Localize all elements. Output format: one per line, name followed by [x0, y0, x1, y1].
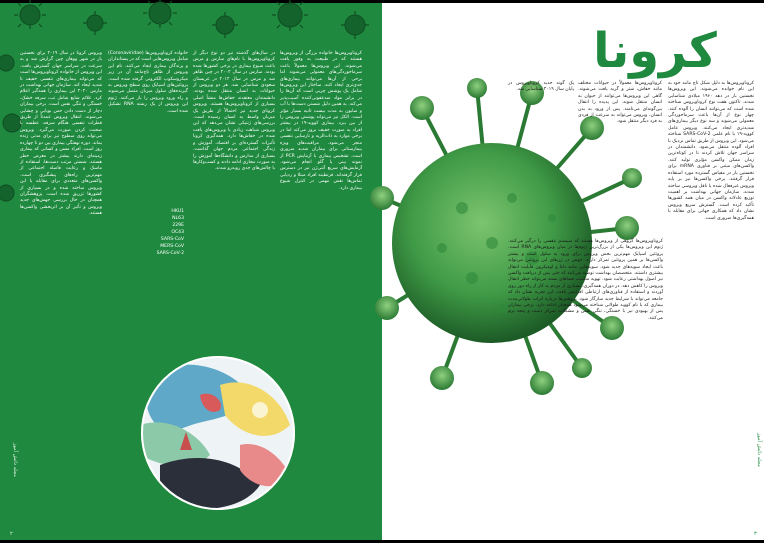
right-column-3: یک گونه جدید کروناویروس در پایان سال ۲۰۱۹ شناسایی شد.: [506, 81, 574, 93]
right-page: [382, 3, 764, 540]
left-column-1: ویروس کرونا در سال ۲۰۱۹ برای نخستین بار در شهر ووهان چین گزارش شد و به سرعت در سراسر جهان گسترش یافت. این ویروس از خانواده کروناویروس‌ها است که می‌تواند بیماری‌های تنفسی خفیف تا شدید ایجاد کند. سازمان جهانی بهداشت در مارس ۲۰۲۰ این بیماری را همه‌گیر اعلام کرد. علائم شایع شامل تب، سرفه خشک، خستگی و تنگی نفس است. برخی بیماران دچار از دست دادن حس بویایی و چشایی می‌شوند. انتقال ویروس عمدتاً از طریق قطرات تنفسی هنگام سرفه، عطسه یا صحبت کردن صورت می‌گیرد. ویروس می‌تواند روی سطوح نیز برای مدتی زنده بماند. دوره نهفتگی بیماری بین دو تا چهارده روز است. افراد مسن و کسانی که بیماری زمینه‌ای دارند بیشتر در معرض خطر هستند. شستن مرتب دست‌ها، استفاده از ماسک و رعایت فاصله اجتماعی از مهم‌ترین راه‌های پیشگیری است. واکسن‌های متعددی برای مقابله با این ویروس ساخته شده و در بسیاری از کشورها تزریق شده است. پژوهشگران همچنان در حال بررسی جهش‌های جدید ویروس و تأثیر آن بر اثربخشی واکسن‌ها هستند.: [18, 51, 103, 217]
right-side-label: [754, 433, 764, 523]
virus-strain-list: [140, 208, 184, 257]
article-title: کرونا: [593, 23, 717, 79]
strain-item: 229E: [172, 223, 184, 228]
right-column-2: کروناویروس‌ها معمولاً در حیوانات مختلف مانند خفاش، شتر و گربه یافت می‌شوند. گاهی این ویروس‌ها می‌توانند از حیوان به انسان منتقل شوند. این پدیده را انتقال بین‌گونه‌ای می‌نامند. پس از ورود به بدن انسان، ویروس می‌تواند به سرعت از فردی به فرد دیگر منتقل شود.: [576, 81, 662, 125]
right-column-1: کروناویروس‌ها به دلیل شکل تاج مانند خود به این نام خوانده می‌شوند. این ویروس‌ها نخستین بار در دهه ۱۹۶۰ میلادی شناسایی شدند. تاکنون هفت نوع کروناویروس شناخته شده است که می‌توانند انسان را آلوده کنند. چهار نوع از آن‌ها باعث سرماخوردگی معمولی می‌شوند و سه نوع دیگر بیماری‌های شدیدتری ایجاد می‌کنند. ویروس عامل کووید-۱۹ با نام علمی SARS-CoV-2 شناخته می‌شود. این ویروس از طریق تماس نزدیک با افراد آلوده منتقل می‌شود. دانشمندان در سراسر جهان تلاش کردند تا در کوتاه‌ترین زمان ممکن واکسن مؤثری تولید کنند. واکسن‌های مبتنی بر فناوری mRNA برای نخستین بار در مقیاس گسترده مورد استفاده قرار گرفتند. برخی واکسن‌ها نیز بر پایه ویروس غیرفعال شده یا ناقل ویروسی ساخته شدند. سازمان جهانی بهداشت بر اهمیت توزیع عادلانه واکسن در میان همه کشورها تأکید کرده است. گسترش سریع ویروس نشان داد که همکاری جهانی برای مقابله با همه‌گیری‌ها ضروری است.: [666, 81, 755, 221]
left-column-4: کروناویروس‌ها خانواده بزرگی از ویروس‌ها هستند که در طبیعت به وفور یافت می‌شوند. این ویروس‌ها معمولاً باعث سرماخوردگی‌های معمولی می‌شوند اما برخی از آن‌ها می‌توانند بیماری‌های جدی‌تری ایجاد کنند. ساختار این ویروس‌ها شامل یک پوشش چربی است که آن‌ها را در برابر مواد ضدعفونی‌کننده آسیب‌پذیر می‌کند. به همین دلیل شستن دست‌ها با آب و صابون به مدت بیست ثانیه بسیار مؤثر است. الکل نیز می‌تواند پوشش ویروس را از بین ببرد. بیماری کووید-۱۹ در بیشتر افراد به صورت خفیف بروز می‌کند اما در برخی موارد به ذات‌الریه و نارسایی تنفسی منجر می‌شود. مراقبت‌های ویژه بیمارستانی برای بیماران شدید ضروری است. تشخیص بیماری با آزمایش PCR از نمونه بینی یا گلو انجام می‌شود. آزمایش‌های سریع آنتی‌ژن نیز در دسترس قرار گرفته‌اند. قرنطینه افراد مبتلا و ردیابی تماس‌ها نقش مهمی در کنترل شیوع بیماری دارد.: [278, 51, 363, 191]
left-column-2: خانواده کروناویروس‌ها (Coronaviridae) شامل ویروس‌هایی است که در پستانداران و پرندگان بیماری ایجاد می‌کنند. نام این ویروس از ظاهر تاج‌مانند آن در زیر میکروسکوپ الکترونی گرفته شده است. پروتئین‌های اسپایک روی سطح ویروس به گیرنده‌های سلول میزبان متصل می‌شوند و راه ورود ویروس را باز می‌کنند. ژنوم این ویروس از یک رشته RNA تشکیل شده است.: [106, 51, 189, 114]
strain-item: HKU1: [171, 209, 184, 214]
strain-item: NL63: [172, 216, 184, 221]
left-page: [0, 3, 382, 540]
magazine-name: مجله دانش آموز: [756, 433, 762, 467]
strain-item: SARS-CoV: [160, 237, 184, 242]
strain-item: SARS-CoV-2: [156, 251, 184, 256]
right-page-number: ۳: [754, 531, 757, 537]
circular-illustration: [140, 355, 296, 511]
left-page-number: ۲: [10, 531, 13, 537]
magazine-name: مجله دانش آموز: [12, 443, 18, 477]
right-column-4: کروناویروس‌ها گروهی از ویروس‌ها هستند که سیستم تنفسی را درگیر می‌کنند. ژنوم این ویروس‌ها یکی از بزرگ‌ترین ژنوم‌ها در میان ویروس‌های RNA است. پروتئین اسپایک مهم‌ترین بخش ویروس برای ورود به سلول است و بیشتر واکسن‌ها بر همین پروتئین تمرکز دارند. جهش در ژن‌های این پروتئین می‌تواند باعث ایجاد سویه‌های جدید شود. سویه‌هایی مانند دلتا و اومیکرون قابلیت انتقال بیشتری داشتند. متخصصان بهداشت توصیه می‌کنند که حتی پس از دریافت واکسن نیز اصول بهداشتی رعایت شود. تهویه مناسب فضاهای بسته می‌تواند خطر انتقال ویروس را کاهش دهد. در دوران همه‌گیری، بسیاری از مردم به کار از راه دور روی آوردند و استفاده از فناوری‌های ارتباطی افزایش یافت. این تجربه نشان داد که جامعه می‌تواند با شرایط جدید سازگار شود. پژوهش‌ها درباره اثرات طولانی‌مدت بیماری که با نام کووید طولانی شناخته می‌شود همچنان ادامه دارد. برخی بیماران پس از بهبودی نیز با خستگی، تنگی نفس و مشکلات تمرکز دست و پنجه نرم می‌کنند.: [506, 239, 664, 321]
virus-pattern-top: [0, 3, 382, 43]
strain-item: MERS-CoV: [160, 244, 184, 249]
strain-item: OC43: [171, 230, 184, 235]
left-side-label: [8, 443, 20, 533]
left-column-3: در سال‌های گذشته نیز دو نوع دیگر از کروناویروس‌ها با نام‌های سارس و مرس باعث شیوع بیماری در برخی کشورها شده بودند. سارس در سال ۲۰۰۲ در چین ظاهر شد و مرس در سال ۲۰۱۲ در عربستان سعودی شناسایی شد. هر دو ویروس از حیوانات به انسان منتقل شده بودند. دانشمندان معتقدند خفاش‌ها منشأ اصلی بسیاری از کروناویروس‌ها هستند. ویروس کرونای جدید نیز احتمالاً از طریق یک میزبان واسط به انسان رسیده است. بررسی‌های ژنتیکی نشان می‌دهد که این ویروس شباهت زیادی با ویروس‌های یافت شده در خفاش‌ها دارد. همه‌گیری کرونا تأثیرات گسترده‌ای بر اقتصاد، آموزش و زندگی اجتماعی مردم جهان گذاشت. بسیاری از مدارس و دانشگاه‌ها آموزش را به صورت مجازی ادامه دادند و کسب‌وکارها با چالش‌های جدی روبه‌رو شدند.: [191, 51, 276, 172]
